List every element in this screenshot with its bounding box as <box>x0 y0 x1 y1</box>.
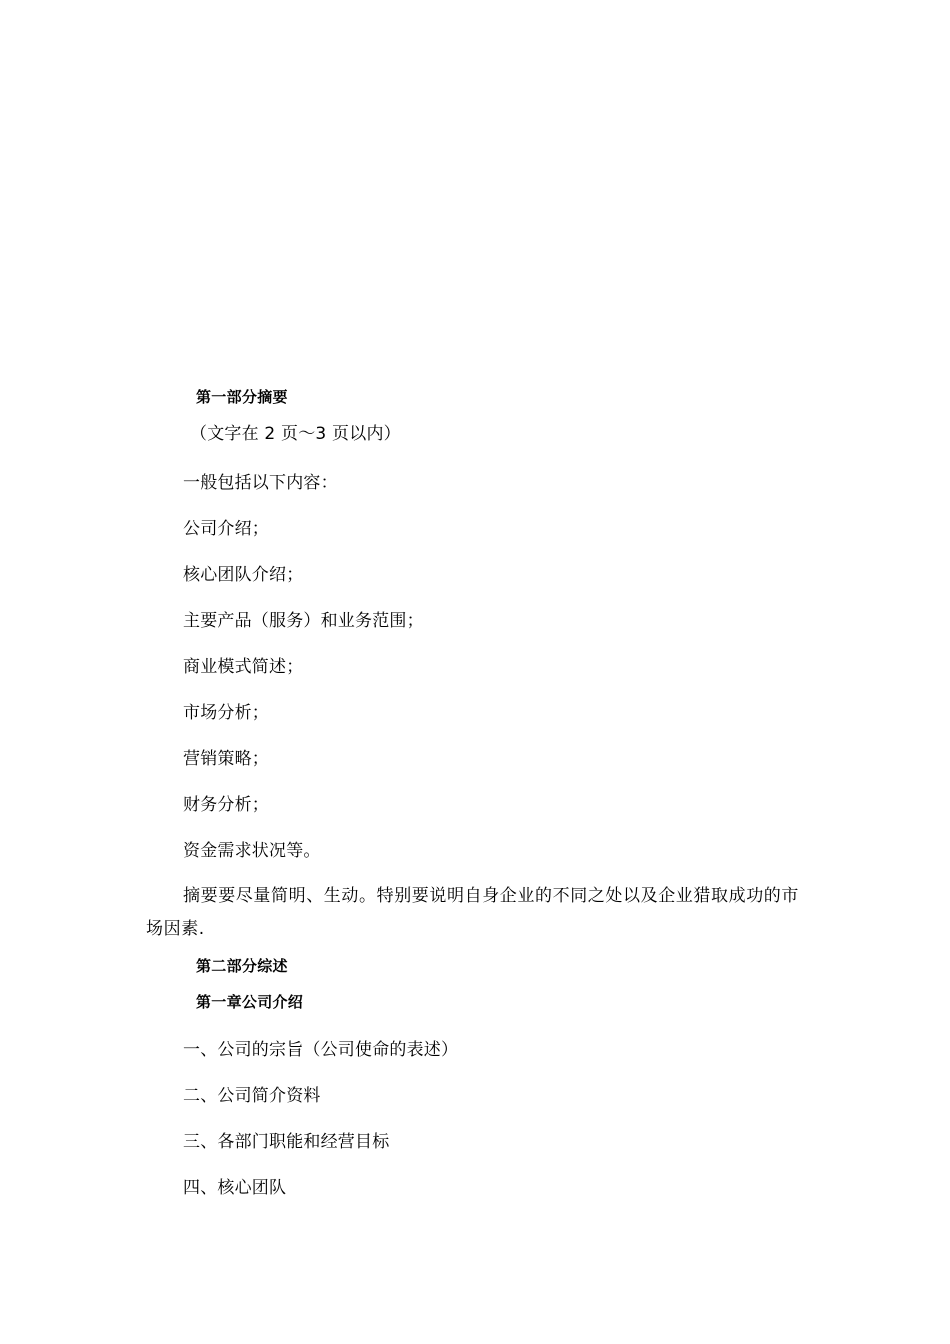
list-item: 四、核心团队 <box>183 1178 287 1198</box>
part1-intro: 一般包括以下内容： <box>183 473 338 493</box>
part2-heading: 第二部分综述 <box>196 957 288 975</box>
list-item: 营销策略； <box>183 749 269 769</box>
list-item: 三、各部门职能和经营目标 <box>183 1132 390 1152</box>
part1-heading: 第一部分摘要 <box>196 388 288 406</box>
list-item: 主要产品（服务）和业务范围； <box>183 611 424 631</box>
chapter1-heading: 第一章公司介绍 <box>196 993 304 1011</box>
list-item: 财务分析； <box>183 795 269 815</box>
summary-paragraph: 摘要要尽量简明、生动。特别要说明自身企业的不同之处以及企业猎取成功的市场因素. <box>146 886 799 939</box>
list-item: 二、公司简介资料 <box>183 1086 321 1106</box>
list-item: 商业模式简述； <box>183 657 304 677</box>
list-item: 市场分析； <box>183 703 269 723</box>
list-item: 资金需求状况等。 <box>183 841 321 861</box>
part1-note: （文字在 2 页～3 页以内） <box>190 424 401 444</box>
list-item: 一、公司的宗旨（公司使命的表述） <box>183 1040 459 1060</box>
list-item: 核心团队介绍； <box>183 565 304 585</box>
list-item: 公司介绍； <box>183 519 269 539</box>
